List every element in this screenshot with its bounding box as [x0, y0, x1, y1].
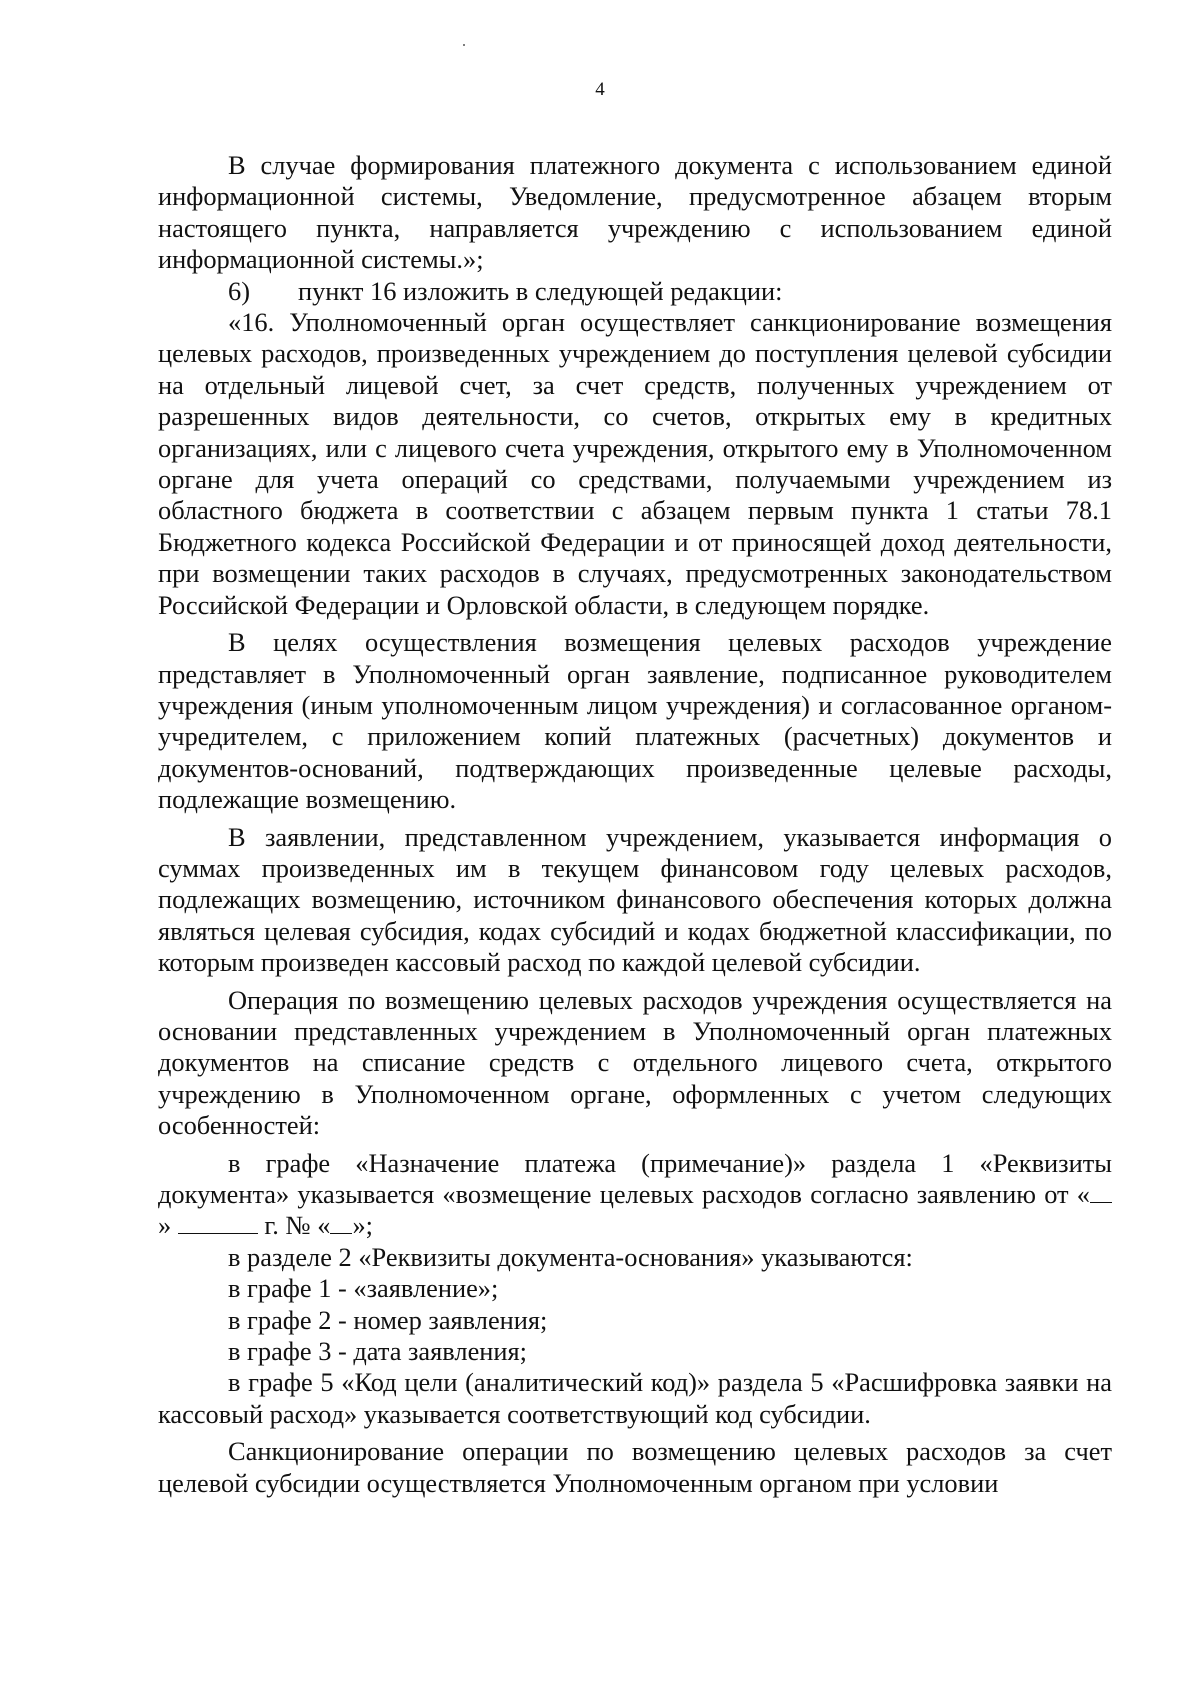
paragraph-column-2: в графе 2 - номер заявления;: [228, 1304, 548, 1335]
paragraph-unified-system: В случае формирования платежного документа с использованием единой информационной системы, Уведомление, предусмотренное абзацем вторым настоящего пункта, направляется учреждению с использованием единой информационной системы.»;: [158, 150, 1112, 275]
scan-speck: [463, 44, 465, 46]
month-blank: [178, 1232, 258, 1234]
item-number: 6): [228, 275, 250, 306]
paragraph-item-6: [158, 276, 1112, 307]
paragraph-column-5: в графе 5 «Код цели (аналитический код)» раздела 5 «Расшифровка заявки на кассовый расход» указывается соответствующий код субсидии.: [158, 1367, 1112, 1429]
paragraph-application-info: В заявлении, представленном учреждением, указывается информация о суммах произведенных им в текущем финансовом году целевых расходов, подлежащих возмещению, источником финансового обеспечения которых должна являться целевая субсидия, кодах субсидий и кодах бюджетной классификации, по которым произведен кассовый расход по каждой целевой субсидии.: [158, 821, 1112, 978]
page-number: 4: [595, 79, 605, 100]
paragraph-column-3: в графе 3 - дата заявления;: [228, 1336, 527, 1367]
paragraph-column-1: в графе 1 - «заявление»;: [228, 1273, 499, 1304]
document-body: [158, 150, 1112, 1499]
date-placeholder: «» г. № « »;: [158, 1179, 1112, 1240]
paragraph-operation: Операция по возмещению целевых расходов учреждения осуществляется на основании представленных учреждением в Уполномоченный орган платежных документов на списание средств с отдельного лицевого счета, открытого учреждению в Уполномоченном органе, оформленных с учетом следующих особенностей:: [158, 984, 1112, 1141]
day-blank: [1090, 1201, 1112, 1203]
paragraph-point-16: «16. Уполномоченный орган осуществляет санкционирование возмещения целевых расходов, произведенных учреждением до поступления целевой субсидии на отдельный лицевой счет, за счет средств, полученных учреждением от разрешенных видов деятельности, со счетов, открытых ему в кредитных организациях, или с лицевого счета учреждения, открытого ему в Уполномоченном органе для учета операций со средствами, получаемыми учреждением из областного бюджета в соответствии с абзацем первым пункта 1 статьи 78.1 Бюджетного кодекса Российской Федерации и от приносящей доход деятельности, при возмещении таких расходов в случаях, предусмотренных законодательством Российской Федерации и Орловской области, в следующем порядке.: [158, 307, 1112, 620]
paragraph-section-2: в разделе 2 «Реквизиты документа-основания» указываются:: [228, 1241, 913, 1272]
paragraph-payment-purpose: [158, 1148, 1112, 1242]
paragraph-reimbursement-application: В целях осуществления возмещения целевых расходов учреждение представляет в Уполномоченный орган заявление, подписанное руководителем учреждения (иным уполномоченным лицом учреждения) и согласованное органом-учредителем, с приложением копий платежных (расчетных) документов и документов-оснований, подтверждающих произведенные целевые расходы, подлежащие возмещению.: [158, 627, 1112, 815]
number-blank: [330, 1232, 352, 1234]
item-text: пункт 16 изложить в следующей редакции:: [297, 275, 783, 306]
paragraph-sanctioning: Санкционирование операции по возмещению целевых расходов за счет целевой субсидии осуществляется Уполномоченным органом при условии: [158, 1436, 1112, 1498]
payment-purpose-text: в графе «Назначение платежа (примечание)» раздела 1 «Реквизиты документа» указывается «возмещение целевых расходов согласно заявлению от: [158, 1147, 1112, 1209]
